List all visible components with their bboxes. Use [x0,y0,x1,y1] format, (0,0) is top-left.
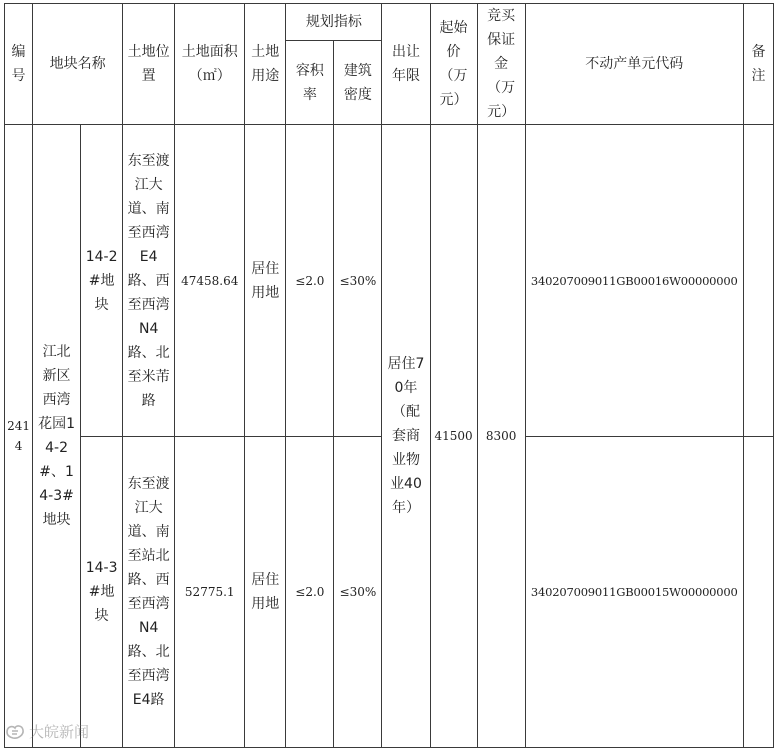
sub-plot-name: 14-3#地块 [81,437,123,748]
remark [743,437,773,748]
property-code: 340207009011GB00016W00000000 [525,125,743,437]
plot-group-name: 江北新区西湾花园14-2#、14-3#地块 [33,125,81,748]
watermark-text: 大皖新闻 [29,723,90,741]
header-property-code: 不动产单元代码 [525,4,743,125]
header-term: 出让年限 [382,4,430,125]
remark [743,125,773,437]
header-deposit: 竞买保证金（万元） [477,4,525,125]
table-row [5,125,774,437]
header-number: 编号 [5,4,33,125]
transfer-term: 居住70年（配套商业物业40年） [382,125,430,748]
header-planning-group: 规划指标 [286,4,382,41]
sub-plot-name: 14-2#地块 [81,125,123,437]
header-usage: 土地用途 [245,4,286,125]
header-start-price: 起始价（万元） [430,4,477,125]
plot-area: 52775.1 [175,437,245,748]
plot-location: 东至渡江大道、南至西湾E4路、西至西湾N4路、北至米芾路 [123,125,175,437]
plot-area: 47458.64 [175,125,245,437]
header-location: 土地位置 [123,4,175,125]
building-density: ≤30% [334,125,382,437]
building-density: ≤30% [334,437,382,748]
plot-ratio: ≤2.0 [286,125,334,437]
header-area: 土地面积（㎡） [175,4,245,125]
header-remark: 备注 [743,4,773,125]
plot-location: 东至渡江大道、南至站北路、西至西湾N4路、北至西湾E4路 [123,437,175,748]
plot-usage: 居住用地 [245,437,286,748]
plot-number: 2414 [5,125,33,748]
header-plot-ratio: 容积率 [286,41,334,125]
header-plot-name: 地块名称 [33,4,123,125]
plot-ratio: ≤2.0 [286,437,334,748]
header-building-density: 建筑密度 [334,41,382,125]
property-code: 340207009011GB00015W00000000 [525,437,743,748]
start-price: 41500 [430,125,477,748]
land-transfer-table [4,3,774,748]
plot-usage: 居住用地 [245,125,286,437]
deposit: 8300 [477,125,525,748]
header-row-top [5,4,774,41]
